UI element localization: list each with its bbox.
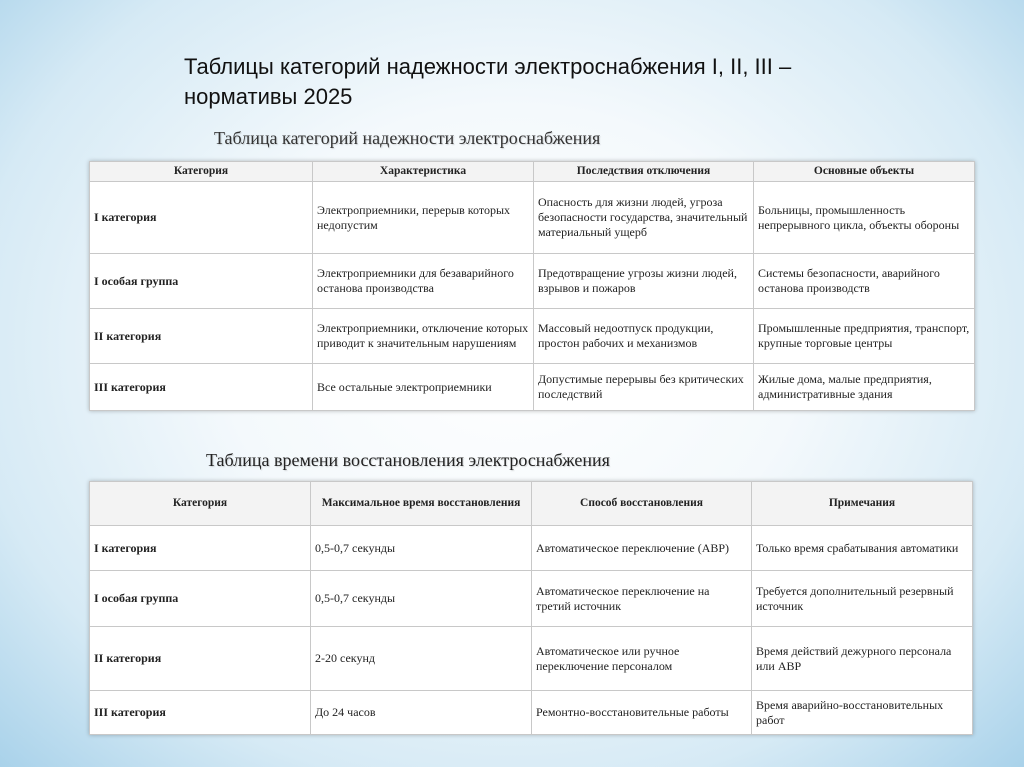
characteristic-cell: Электроприемники для безаварийного останова производства bbox=[313, 254, 534, 309]
notes-cell: Требуется дополнительный резервный источник bbox=[752, 571, 973, 627]
characteristic-cell: Все остальные электроприемники bbox=[313, 364, 534, 411]
category-cell: I особая группа bbox=[90, 254, 313, 309]
category-cell: III категория bbox=[90, 364, 313, 411]
method-cell: Автоматическое или ручное переключение персоналом bbox=[532, 627, 752, 691]
restoration-table-title: Таблица времени восстановления электроснабжения bbox=[206, 450, 610, 470]
method-cell: Автоматическое переключение на третий источник bbox=[532, 571, 752, 627]
max-time-cell: 2-20 секунд bbox=[311, 627, 532, 691]
table-row bbox=[90, 691, 973, 735]
column-header: Основные объекты bbox=[754, 162, 975, 182]
column-header: Максимальное время восстановления bbox=[311, 482, 532, 526]
category-cell: II категория bbox=[90, 627, 311, 691]
column-header: Характеристика bbox=[313, 162, 534, 182]
reliability-table-title: Таблица категорий надежности электроснабжения bbox=[214, 128, 601, 148]
characteristic-cell: Электроприемники, перерыв которых недопустим bbox=[313, 182, 534, 254]
notes-cell: Время действий дежурного персонала или АВР bbox=[752, 627, 973, 691]
max-time-cell: 0,5-0,7 секунды bbox=[311, 571, 532, 627]
max-time-cell: До 24 часов bbox=[311, 691, 532, 735]
table-row bbox=[90, 182, 975, 254]
category-cell: I категория bbox=[90, 182, 313, 254]
method-cell: Ремонтно-восстановительные работы bbox=[532, 691, 752, 735]
table-row bbox=[90, 627, 973, 691]
restoration-table bbox=[89, 481, 973, 735]
table-header-row bbox=[90, 482, 973, 526]
table-row bbox=[90, 526, 973, 571]
method-cell: Автоматическое переключение (АВР) bbox=[532, 526, 752, 571]
column-header: Последствия отключения bbox=[534, 162, 754, 182]
notes-cell: Время аварийно-восстановительных работ bbox=[752, 691, 973, 735]
notes-cell: Только время срабатывания автоматики bbox=[752, 526, 973, 571]
characteristic-cell: Электроприемники, отключение которых приводит к значительным нарушениям bbox=[313, 309, 534, 364]
slide-title-line-2: нормативы 2025 bbox=[184, 84, 353, 109]
consequences-cell: Предотвращение угрозы жизни людей, взрывов и пожаров bbox=[534, 254, 754, 309]
category-cell: III категория bbox=[90, 691, 311, 735]
category-cell: I категория bbox=[90, 526, 311, 571]
reliability-table bbox=[89, 161, 975, 411]
consequences-cell: Допустимые перерывы без критических последствий bbox=[534, 364, 754, 411]
max-time-cell: 0,5-0,7 секунды bbox=[311, 526, 532, 571]
category-cell: II категория bbox=[90, 309, 313, 364]
consequences-cell: Опасность для жизни людей, угроза безопасности государства, значительный материальный ущерб bbox=[534, 182, 754, 254]
column-header: Категория bbox=[90, 482, 311, 526]
column-header: Способ восстановления bbox=[532, 482, 752, 526]
column-header: Примечания bbox=[752, 482, 973, 526]
table-row bbox=[90, 309, 975, 364]
objects-cell: Больницы, промышленность непрерывного цикла, объекты обороны bbox=[754, 182, 975, 254]
table-row bbox=[90, 254, 975, 309]
column-header: Категория bbox=[90, 162, 313, 182]
objects-cell: Жилые дома, малые предприятия, административные здания bbox=[754, 364, 975, 411]
slide-title bbox=[184, 52, 944, 112]
table-row bbox=[90, 571, 973, 627]
objects-cell: Системы безопасности, аварийного останова производств bbox=[754, 254, 975, 309]
table-row bbox=[90, 364, 975, 411]
consequences-cell: Массовый недоотпуск продукции, простон рабочих и механизмов bbox=[534, 309, 754, 364]
objects-cell: Промышленные предприятия, транспорт, крупные торговые центры bbox=[754, 309, 975, 364]
slide-title-line-1: Таблицы категорий надежности электроснабжения I, II, III – bbox=[184, 54, 792, 79]
category-cell: I особая группа bbox=[90, 571, 311, 627]
table-header-row bbox=[90, 162, 975, 182]
